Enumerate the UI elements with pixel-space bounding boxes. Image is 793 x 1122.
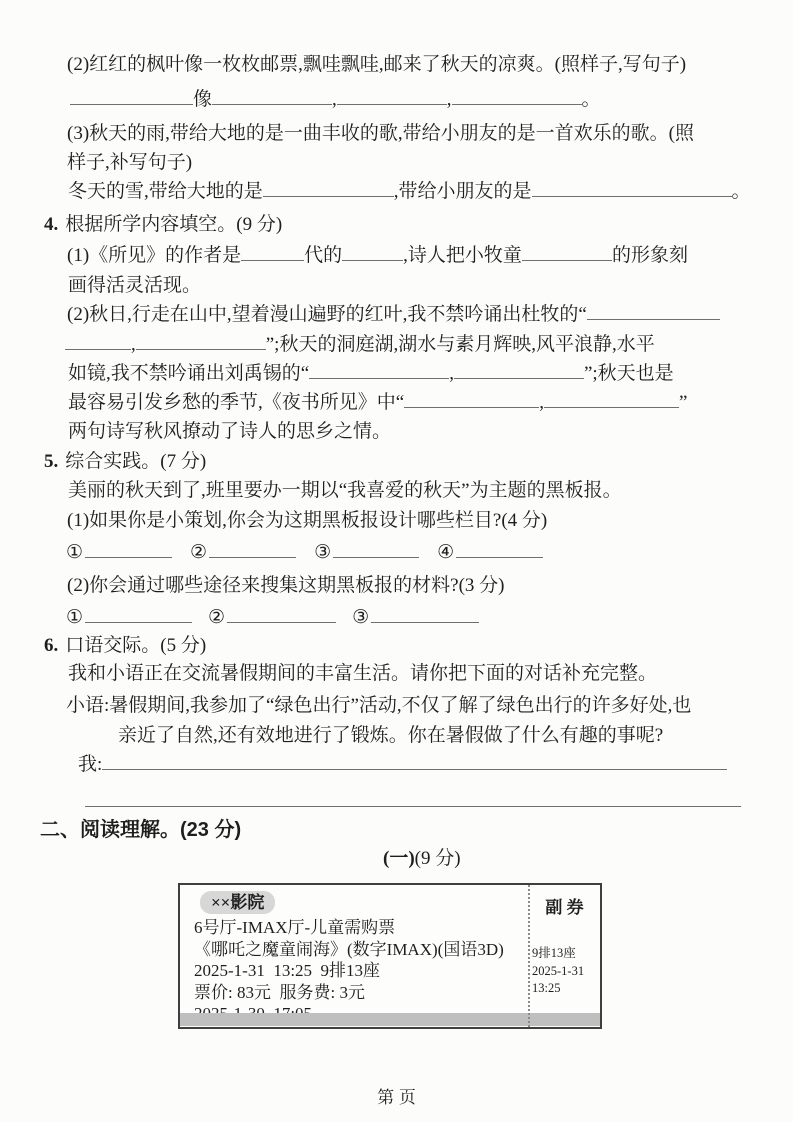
quote-close: ” xyxy=(678,392,688,413)
part-score: (9 分) xyxy=(414,848,461,869)
text-segment: 最容易引发乡愁的季节,《夜书所见》中“ xyxy=(68,392,405,413)
circled-number: ③ xyxy=(314,542,332,563)
me-label: 我: xyxy=(78,754,103,775)
text-segment: (2)秋日,行走在山中,望着漫山遍野的红叶,我不禁吟诵出杜牧的“ xyxy=(67,304,587,325)
q6-me-answer-line xyxy=(78,752,727,778)
period: 。 xyxy=(581,89,601,110)
part-number: (一) xyxy=(383,848,415,869)
text-segment: 代的 xyxy=(304,245,343,266)
question-title: 口语交际。(5 分) xyxy=(65,635,207,656)
q5-sub2-prompt: (2)你会通过哪些途径来搜集这期黑板报的材料?(3 分) xyxy=(67,575,505,596)
circled-number: ① xyxy=(66,542,84,563)
comma: , xyxy=(131,334,136,355)
comma: , xyxy=(446,89,452,110)
answer-blank[interactable] xyxy=(263,179,394,197)
question-title: 根据所学内容填空。(9 分) xyxy=(65,214,283,235)
q5-sub2-answer-row xyxy=(66,605,479,631)
text-segment: (1)《所见》的作者是 xyxy=(67,245,242,266)
section2-heading: 二、阅读理解。(23 分) xyxy=(40,819,242,841)
answer-blank[interactable] xyxy=(102,752,727,770)
answer-blank[interactable] xyxy=(544,390,679,408)
part-label xyxy=(383,846,461,872)
page-footer: 第 页 xyxy=(377,1088,416,1107)
text-segment: 暑假期间,我参加了“绿色出行”活动,不仅了解了绿色出行的许多好处,也 xyxy=(109,695,692,716)
comma: , xyxy=(332,89,337,110)
answer-blank[interactable] xyxy=(371,605,479,623)
answer-blank[interactable] xyxy=(337,87,447,105)
answer-blank[interactable] xyxy=(136,332,266,350)
q5-sub1-prompt: (1)如果你是小策划,你会为这期黑板报设计哪些栏目?(4 分) xyxy=(67,510,548,531)
circled-number: ③ xyxy=(352,607,370,628)
stub-time: 13:25 xyxy=(532,981,561,995)
q4-p2-line2 xyxy=(65,332,655,358)
q4-p2-line3 xyxy=(68,361,674,387)
ticket-price-line: 票价: 83元 服务费: 3元 xyxy=(194,982,365,1002)
circled-number: ④ xyxy=(437,542,455,563)
ticket-bottom-bar xyxy=(180,1013,600,1026)
cinema-name-badge: ××影院 xyxy=(200,891,275,914)
text-segment: 冬天的雪,带给大地的是 xyxy=(68,181,263,202)
ticket-showtime-seat: 2025-1-31 13:25 9排13座 xyxy=(194,961,381,980)
ticket-main-panel xyxy=(194,891,526,1025)
answer-blank[interactable] xyxy=(333,540,419,558)
q4-p2-line1 xyxy=(67,302,720,328)
answer-blank[interactable] xyxy=(532,179,732,197)
q5-heading xyxy=(44,449,206,475)
stub-details xyxy=(532,945,597,998)
q4-p2-line4 xyxy=(68,390,687,416)
q5-intro: 美丽的秋天到了,班里要办一期以“我喜爱的秋天”为主题的黑板报。 xyxy=(68,480,622,501)
question-number: 6. xyxy=(44,635,59,656)
answer-blank[interactable] xyxy=(309,361,449,379)
circled-number: ② xyxy=(208,607,226,628)
movie-ticket xyxy=(178,883,602,1029)
answer-blank[interactable] xyxy=(241,243,304,261)
like-word: 像 xyxy=(193,89,213,110)
stub-seat: 9排13座 xyxy=(532,946,576,960)
text-segment: ,诗人把小牧童 xyxy=(403,245,522,266)
question-title: 综合实践。(7 分) xyxy=(65,451,207,472)
question-number: 4. xyxy=(44,214,59,235)
q6-intro: 我和小语正在交流暑假期间的丰富生活。请你把下面的对话补充完整。 xyxy=(68,663,658,684)
q4-heading xyxy=(44,212,282,238)
answer-blank[interactable] xyxy=(454,361,584,379)
text-segment: ,带给小朋友的是 xyxy=(393,181,532,202)
ticket-perforation-line xyxy=(528,885,530,1027)
circled-number: ① xyxy=(66,607,84,628)
answer-blank[interactable] xyxy=(85,540,172,558)
q6-heading xyxy=(44,633,206,659)
text-segment: ”;秋天也是 xyxy=(583,363,674,384)
q3-prompt-line2: 样子,补写句子) xyxy=(67,152,193,173)
q4-p1-line2: 画得活灵活现。 xyxy=(68,275,202,296)
text-segment: ”;秋天的洞庭湖,湖水与素月辉映,风平浪静,水平 xyxy=(265,334,655,355)
answer-blank[interactable] xyxy=(456,540,543,558)
ticket-stub xyxy=(532,893,597,998)
answer-continuation-line[interactable] xyxy=(85,806,741,807)
stub-date: 2025-1-31 xyxy=(532,963,585,978)
answer-blank[interactable] xyxy=(587,302,720,320)
text-segment: 的形象刻 xyxy=(611,245,688,266)
answer-blank[interactable] xyxy=(212,87,332,105)
q3-prompt-line1: (3)秋天的雨,带给大地的是一曲丰收的歌,带给小朋友的是一首欢乐的歌。(照 xyxy=(67,123,694,144)
answer-blank[interactable] xyxy=(452,87,582,105)
answer-blank[interactable] xyxy=(227,605,336,623)
circled-number: ② xyxy=(190,542,208,563)
q6-dialog-line1 xyxy=(66,693,691,719)
q4-p2-line5: 两句诗写秋风撩动了诗人的思乡之情。 xyxy=(68,421,392,442)
answer-blank[interactable] xyxy=(209,540,296,558)
answer-blank[interactable] xyxy=(342,243,403,261)
ticket-hall-line: 6号厅-IMAX厅-儿童需购票 xyxy=(194,918,396,937)
answer-blank[interactable] xyxy=(522,243,612,261)
q3-answer-line xyxy=(68,179,751,205)
comma: , xyxy=(539,392,544,413)
answer-blank[interactable] xyxy=(65,332,131,350)
ticket-movie-title: 《哪吒之魔童闹海》(数字IMAX)(国语3D) xyxy=(194,939,504,959)
text-segment: 如镜,我不禁吟诵出刘禹锡的“ xyxy=(68,363,310,384)
q2-prompt: (2)红红的枫叶像一枚枚邮票,飘哇飘哇,邮来了秋天的凉爽。(照样子,写句子) xyxy=(67,54,687,75)
speaker-label: 小语: xyxy=(66,695,110,716)
period: 。 xyxy=(731,181,751,202)
question-number: 5. xyxy=(44,451,59,472)
q2-answer-line xyxy=(70,87,601,113)
comma: , xyxy=(449,363,454,384)
q6-dialog-line2: 亲近了自然,还有效地进行了锻炼。你在暑假做了什么有趣的事呢? xyxy=(118,725,664,746)
answer-blank[interactable] xyxy=(85,605,192,623)
answer-blank[interactable] xyxy=(70,87,193,105)
answer-blank[interactable] xyxy=(404,390,539,408)
q5-sub1-answer-row xyxy=(66,540,543,566)
q4-p1-line1 xyxy=(67,243,688,269)
stub-title: 副 券 xyxy=(545,898,584,917)
